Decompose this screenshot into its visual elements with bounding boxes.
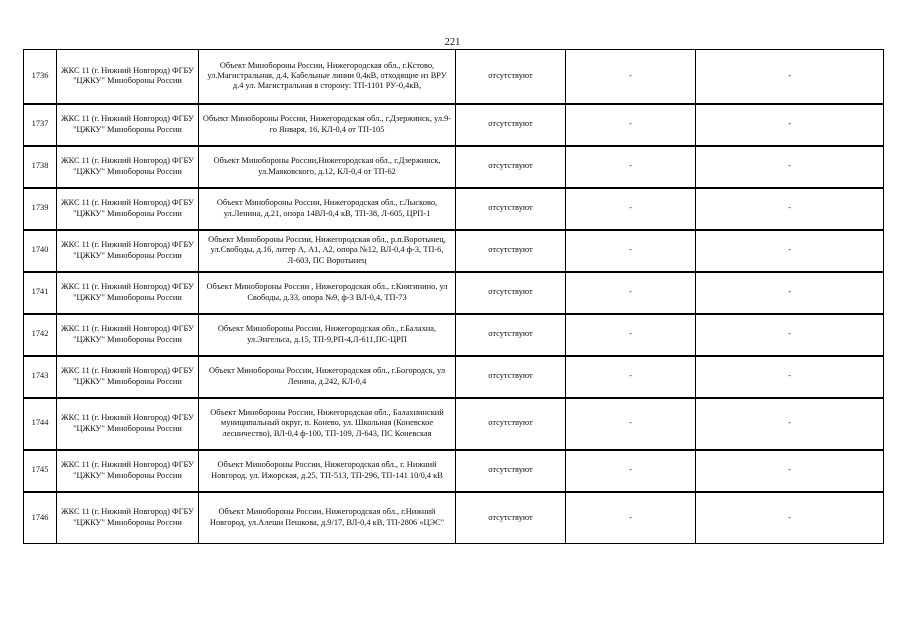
column-6-cell: - — [696, 146, 884, 188]
object-description-cell: Объект Минобороны России, Нижегородская обл., г.Лысково, ул.Ленина, д.21, опора 14ВЛ-0,4 кВ, ТП-38, Л-605, ЦРП-1 — [199, 188, 456, 230]
status-cell: отсутствуют — [456, 356, 566, 398]
row-number: 1740 — [24, 230, 57, 272]
column-6-cell: - — [696, 104, 884, 146]
object-description-cell: Объект Минобороны России , Нижегородская обл., г.Княгинино, ул Свободы, д.33, опора №9, ф-3 ВЛ-0,4, ТП-73 — [199, 272, 456, 314]
status-cell: отсутствуют — [456, 50, 566, 104]
status-cell: отсутствуют — [456, 450, 566, 492]
table-row — [24, 104, 884, 146]
registry-table-body — [24, 50, 884, 544]
column-6-cell: - — [696, 272, 884, 314]
row-number: 1739 — [24, 188, 57, 230]
table-row — [24, 272, 884, 314]
status-cell: отсутствуют — [456, 398, 566, 450]
object-description-cell: Объект Минобороны России, Нижегородская обл., г. Нижний Новгород, ул. Ижорская, д.25, ТП-513, ТП-296, ТП-141 10/0,4 кВ — [199, 450, 456, 492]
column-6-cell: - — [696, 356, 884, 398]
column-5-cell: - — [566, 230, 696, 272]
table-row — [24, 398, 884, 450]
organization-cell: ЖКС 11 (г. Нижний Новгород) ФГБУ "ЦЖКУ" Минобороны России — [57, 50, 199, 104]
status-cell: отсутствуют — [456, 188, 566, 230]
object-description-cell: Объект Минобороны России, Нижегородская обл., г.Кстово, ул.Магистральная, д.4, Кабельные линии 0,4кВ, отходящие из ВРУ д.4 ул. Магистральная в сторону: ТП-1101 РУ-0,4кВ, — [199, 50, 456, 104]
status-cell: отсутствуют — [456, 230, 566, 272]
object-description-cell: Объект Минобороны России,Нижегородская обл., г.Дзержинск, ул.Маяковского, д.12, КЛ-0,4 от ТП-62 — [199, 146, 456, 188]
organization-cell: ЖКС 11 (г. Нижний Новгород) ФГБУ "ЦЖКУ" Минобороны России — [57, 398, 199, 450]
object-description-cell: Объект Минобороны России, Нижегородская обл., г.Дзержинск, ул.9-го Января, 16, КЛ-0,4 от ТП-105 — [199, 104, 456, 146]
column-6-cell: - — [696, 492, 884, 544]
column-6-cell: - — [696, 188, 884, 230]
page-number: 221 — [444, 37, 461, 48]
row-number: 1742 — [24, 314, 57, 356]
organization-cell: ЖКС 11 (г. Нижний Новгород) ФГБУ "ЦЖКУ" Минобороны России — [57, 356, 199, 398]
organization-cell: ЖКС 11 (г. Нижний Новгород) ФГБУ "ЦЖКУ" Минобороны России — [57, 230, 199, 272]
column-5-cell: - — [566, 50, 696, 104]
table-row — [24, 50, 884, 104]
object-description-cell: Объект Минобороны России, Нижегородская обл., г.Богородск, ул Ленина, д.242, КЛ-0,4 — [199, 356, 456, 398]
column-5-cell: - — [566, 314, 696, 356]
row-number: 1736 — [24, 50, 57, 104]
column-5-cell: - — [566, 272, 696, 314]
status-cell: отсутствуют — [456, 314, 566, 356]
organization-cell: ЖКС 11 (г. Нижний Новгород) ФГБУ "ЦЖКУ" Минобороны России — [57, 146, 199, 188]
organization-cell: ЖКС 11 (г. Нижний Новгород) ФГБУ "ЦЖКУ" Минобороны России — [57, 104, 199, 146]
row-number: 1744 — [24, 398, 57, 450]
row-number: 1743 — [24, 356, 57, 398]
row-number: 1745 — [24, 450, 57, 492]
registry-table — [23, 49, 884, 544]
column-6-cell: - — [696, 314, 884, 356]
object-description-cell: Объект Минобороны России, Нижегородская обл., г.Нижний Новгород, ул.Алеши Пешкова, д.9/17, ВЛ-0,4 кВ, ТП-2806 «ЦЭС" — [199, 492, 456, 544]
table-row — [24, 314, 884, 356]
column-6-cell: - — [696, 50, 884, 104]
organization-cell: ЖКС 11 (г. Нижний Новгород) ФГБУ "ЦЖКУ" Минобороны России — [57, 450, 199, 492]
row-number: 1737 — [24, 104, 57, 146]
column-5-cell: - — [566, 146, 696, 188]
column-5-cell: - — [566, 356, 696, 398]
row-number: 1738 — [24, 146, 57, 188]
column-6-cell: - — [696, 398, 884, 450]
table-row — [24, 356, 884, 398]
table-row — [24, 230, 884, 272]
organization-cell: ЖКС 11 (г. Нижний Новгород) ФГБУ "ЦЖКУ" Минобороны России — [57, 314, 199, 356]
column-5-cell: - — [566, 450, 696, 492]
status-cell: отсутствуют — [456, 492, 566, 544]
row-number: 1741 — [24, 272, 57, 314]
table-row — [24, 450, 884, 492]
organization-cell: ЖКС 11 (г. Нижний Новгород) ФГБУ "ЦЖКУ" Минобороны России — [57, 492, 199, 544]
object-description-cell: Объект Минобороны России, Нижегородская обл., р.п.Воротынец, ул.Свободы, д.16, литер А, А1, А2, опора №12, ВЛ-0,4 ф-3, ТП-6, Л-603, ПС Воротынец — [199, 230, 456, 272]
column-5-cell: - — [566, 104, 696, 146]
table-row — [24, 146, 884, 188]
status-cell: отсутствуют — [456, 272, 566, 314]
status-cell: отсутствуют — [456, 104, 566, 146]
organization-cell: ЖКС 11 (г. Нижний Новгород) ФГБУ "ЦЖКУ" Минобороны России — [57, 272, 199, 314]
column-5-cell: - — [566, 188, 696, 230]
column-5-cell: - — [566, 398, 696, 450]
status-cell: отсутствуют — [456, 146, 566, 188]
object-description-cell: Объект Минобороны России, Нижегородская обл., Балахнинский муниципальный округ, п. Конево, ул. Школьная (Коневское лесничество), ВЛ-0,4 ф-100, ТП-109, Л-643, ПС Коневская — [199, 398, 456, 450]
table-row — [24, 188, 884, 230]
table-row — [24, 492, 884, 544]
column-5-cell: - — [566, 492, 696, 544]
column-6-cell: - — [696, 450, 884, 492]
column-6-cell: - — [696, 230, 884, 272]
organization-cell: ЖКС 11 (г. Нижний Новгород) ФГБУ "ЦЖКУ" Минобороны России — [57, 188, 199, 230]
object-description-cell: Объект Минобороны России, Нижегородская обл., г.Балахна, ул.Энгельса, д.15, ТП-9,РП-4,Л-611,ПС-ЦРП — [199, 314, 456, 356]
row-number: 1746 — [24, 492, 57, 544]
